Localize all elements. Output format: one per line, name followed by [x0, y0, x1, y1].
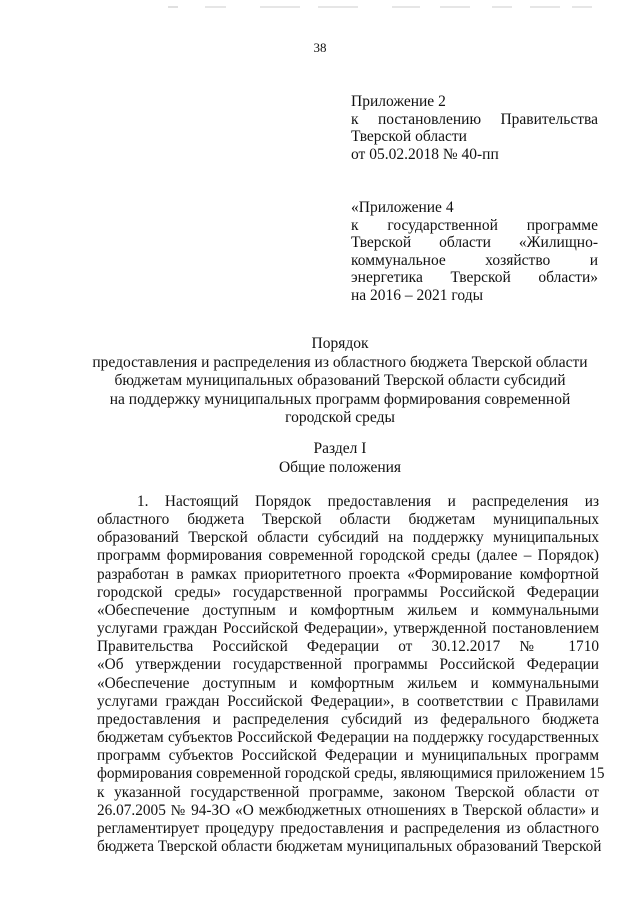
paragraph-line: программ формирования современной городской среды (далее – Порядок): [97, 547, 599, 565]
annex-2-reference: [351, 93, 598, 163]
paragraph-line: «Обеспечение доступным и комфортным жильем и коммунальными: [97, 601, 599, 619]
title-line: городской среды: [285, 409, 395, 426]
paragraph-1: [97, 493, 605, 856]
paragraph-line: образований Тверской области субсидий на поддержку муниципальных: [97, 529, 599, 547]
title-line: Порядок: [311, 335, 369, 352]
annex-2-line: от 05.02.2018 № 40-пп: [351, 145, 499, 163]
paragraph-line: бюджета Тверской области бюджетам муниципальных образований Тверской: [97, 837, 602, 855]
annex-4-reference: [351, 199, 598, 304]
scan-edge-marks: [0, 0, 640, 14]
paragraph-line: бюджетам субъектов Российской Федерации на поддержку государственных: [97, 729, 599, 747]
title-line: предоставления и распределения из областного бюджета Тверской области: [92, 353, 588, 371]
annex-4-line: коммунальное хозяйство и: [351, 251, 598, 269]
annex-4-line: энергетика Тверской области»: [351, 269, 598, 286]
paragraph-line: «Обеспечение доступным и комфортным жильем и коммунальными: [97, 674, 599, 692]
annex-2-line: Приложение 2: [351, 93, 446, 110]
annex-4-line: на 2016 – 2021 годы: [351, 286, 483, 304]
paragraph-line: формирования современной городской среды, являющимися приложением 15: [97, 765, 605, 783]
paragraph-line: областного бюджета Тверской области бюджетам муниципальных: [97, 511, 599, 529]
title-line: бюджетам муниципальных образований Тверской области субсидий: [114, 372, 566, 389]
paragraph-line: 26.07.2005 № 94-ЗО «О межбюджетных отношениях в Тверской области» и: [97, 801, 599, 819]
page-number: 38: [313, 40, 327, 55]
annex-2-line: Тверской области: [351, 128, 467, 145]
section-number: Раздел I: [313, 440, 367, 457]
paragraph-line: «Об утверждении государственной программы Российской Федерации: [97, 656, 599, 674]
paragraph-line: программ субъектов Российской Федерации и муниципальных программ: [97, 747, 599, 765]
annex-4-line: к государственной программе: [351, 216, 598, 234]
paragraph-line: регламентирует процедуру предоставления и распределения из областного: [97, 819, 599, 837]
paragraph-line: 1. Настоящий Порядок предоставления и распределения из: [137, 493, 599, 510]
title-line: на поддержку муниципальных программ формирования современной: [109, 390, 571, 408]
paragraph-line: услугами граждан Российской Федерации», утвержденной постановлением: [97, 620, 599, 638]
section-name: Общие положения: [278, 458, 402, 476]
paragraph-line: Правительства Российской Федерации от 30.12.2017 № 1710: [97, 638, 599, 656]
annex-4-line: «Приложение 4: [351, 199, 454, 216]
annex-4-line: Тверской области «Жилищно-: [351, 234, 598, 251]
section-heading: [60, 440, 620, 477]
paragraph-line: предоставления и распределения субсидий из федерального бюджета: [97, 710, 599, 728]
paragraph-line: к указанной государственной программе, законом Тверской области от: [97, 783, 599, 801]
document-title: [60, 335, 620, 428]
paragraph-line: городской среды» государственной программы Российской Федерации: [97, 583, 599, 601]
paragraph-line: услугами граждан Российской Федерации», в соответствии с Правилами: [97, 692, 599, 710]
annex-2-line: к постановлению Правительства: [351, 110, 598, 128]
paragraph-line: разработан в рамках приоритетного проекта «Формирование комфортной: [97, 565, 599, 583]
